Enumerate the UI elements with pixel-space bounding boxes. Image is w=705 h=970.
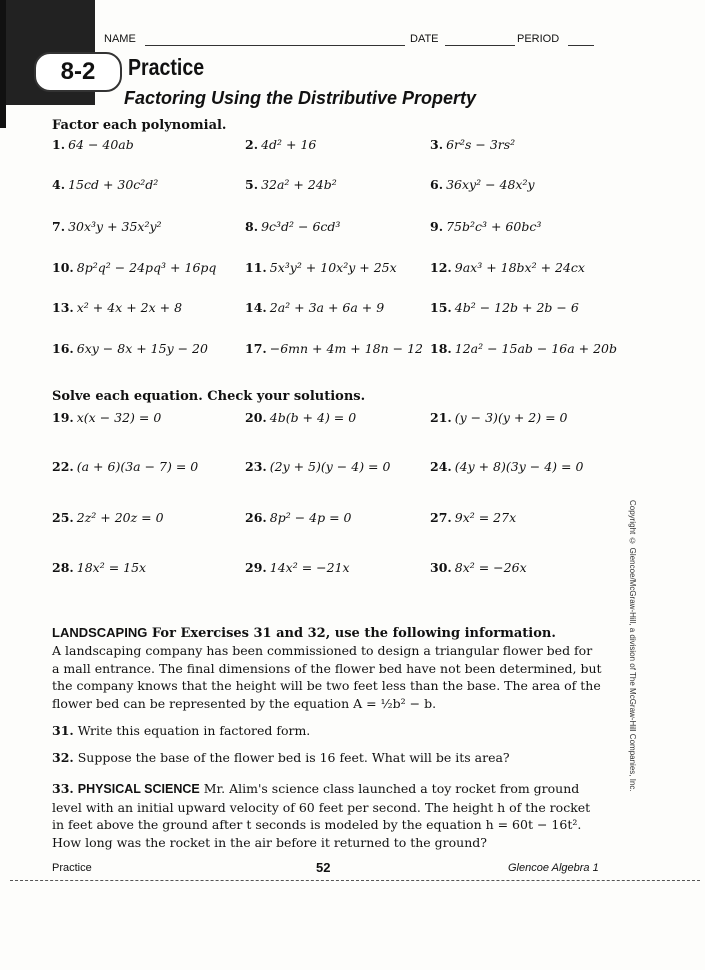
problem [52,300,182,315]
problem-number: 7. [52,219,66,234]
section2-heading: Solve each equation. Check your solutions. [52,389,366,404]
problem-number: 10. [52,260,74,275]
problem-expression: 6xy − 8x + 15y − 20 [76,341,208,356]
problem-expression: 30x³y + 35x²y² [68,219,162,234]
q32-number: 32. [52,750,74,765]
problem-expression: 75b²c³ + 60bc³ [446,219,542,234]
period-label: PERIOD [517,33,560,45]
problem-number: 13. [52,300,74,315]
q32-text: Suppose the base of the flower bed is 16 feet. What will be its area? [77,750,510,765]
footer-left: Practice [52,862,92,874]
problem [52,410,161,425]
problem [245,260,397,275]
problem-number: 1. [52,137,66,152]
name-label: NAME [104,33,136,45]
problem-expression: (a + 6)(3a − 7) = 0 [76,459,199,474]
page-title: Practice [128,54,205,80]
q33-number: 33. [52,781,74,796]
physical-science-label: PHYSICAL SCIENCE [77,782,200,796]
problem [52,341,208,356]
copyright: Copyright © Glencoe/McGraw-Hill, a division of The McGraw-Hill Companies, Inc. [628,500,637,792]
problem-expression: 8p²q² − 24pq³ + 16pq [76,260,217,275]
problem [245,219,340,234]
edge-strip [0,0,6,128]
problem [430,510,516,525]
problem [430,137,515,152]
problem [245,300,384,315]
page-subtitle: Factoring Using the Distributive Property [124,88,477,108]
problem [52,137,134,152]
problem-expression: 9c³d² − 6cd³ [261,219,341,234]
page-number: 52 [316,860,331,875]
problem-expression: 2a² + 3a + 6a + 9 [269,300,385,315]
problem-number: 21. [430,410,452,425]
problem-expression: 9x² = 27x [454,510,517,525]
problem-expression: (4y + 8)(3y − 4) = 0 [454,459,584,474]
problem-expression: 18x² = 15x [76,560,147,575]
problem-expression: 2z² + 20z = 0 [76,510,164,525]
problem-number: 25. [52,510,74,525]
problem-number: 23. [245,459,267,474]
problem [245,560,350,575]
problem [430,219,541,234]
problem [52,459,198,474]
problem [430,341,617,356]
divider [10,880,700,881]
problem-expression: 36xy² − 48x²y [446,177,535,192]
problem-number: 15. [430,300,452,315]
problem-number: 12. [430,260,452,275]
problem-number: 24. [430,459,452,474]
problem [245,459,390,474]
problem-number: 2. [245,137,259,152]
problem-expression: 4b² − 12b + 2b − 6 [454,300,579,315]
problem-number: 28. [52,560,74,575]
problem-expression: (y − 3)(y + 2) = 0 [454,410,568,425]
problem-number: 30. [430,560,452,575]
problem-number: 6. [430,177,444,192]
date-field[interactable] [445,45,515,46]
landscaping-text: A landscaping company has been commissioned to design a triangular flower bed for a mall entrance. The final dimensions of the flower bed have not been determined, but the company knows that the height will be two feet less than the base. The area of the flower bed can be represented by the equation A = ½b² − b. [52,643,602,711]
problem-expression: 4b(b + 4) = 0 [269,410,357,425]
section1-heading: Factor each polynomial. [52,118,227,133]
problem-number: 20. [245,410,267,425]
name-field[interactable] [145,45,405,46]
problem-expression: x(x − 32) = 0 [76,410,162,425]
problem [430,177,535,192]
problem-number: 5. [245,177,259,192]
problem [52,177,158,192]
problem-number: 22. [52,459,74,474]
problem [245,177,337,192]
problem [430,560,527,575]
problem-expression: x² + 4x + 2x + 8 [76,300,183,315]
problem-number: 3. [430,137,444,152]
problem-number: 8. [245,219,259,234]
landscaping-heading: For Exercises 31 and 32, use the following information. [151,626,556,641]
problem-number: 11. [245,260,267,275]
problem-number: 17. [245,341,267,356]
q31-text: Write this equation in factored form. [77,723,311,738]
problem-expression: 5x³y² + 10x²y + 25x [269,260,397,275]
problem [430,410,568,425]
problem [52,560,146,575]
problem-expression: 9ax³ + 18bx² + 24cx [454,260,585,275]
problem-expression: 14x² = −21x [269,560,350,575]
problem-expression: 64 − 40ab [68,137,134,152]
problem-number: 27. [430,510,452,525]
problem [430,260,585,275]
problem-expression: 8p² − 4p = 0 [269,510,352,525]
date-label: DATE [410,33,439,45]
landscaping-label: LANDSCAPING [52,625,148,640]
problem [430,459,583,474]
problem-number: 29. [245,560,267,575]
problem [52,260,216,275]
problem [52,510,164,525]
problem-expression: 12a² − 15ab − 16a + 20b [454,341,618,356]
problem-number: 14. [245,300,267,315]
problem [52,219,162,234]
problem-number: 26. [245,510,267,525]
problem [245,510,351,525]
problem [430,300,579,315]
problem-number: 16. [52,341,74,356]
problem-expression: 15cd + 30c²d² [68,177,159,192]
lesson-badge: 8-2 [34,52,122,92]
problem-number: 18. [430,341,452,356]
problem [245,410,356,425]
problem-number: 19. [52,410,74,425]
problem-expression: 32a² + 24b² [261,177,337,192]
footer-right: Glencoe Algebra 1 [508,862,599,874]
problem-expression: (2y + 5)(y − 4) = 0 [269,459,391,474]
problem-number: 9. [430,219,444,234]
problem-expression: 4d² + 16 [261,137,317,152]
problem-expression: 8x² = −26x [454,560,527,575]
problem [245,137,316,152]
problem-expression: −6mn + 4m + 18n − 12 [269,341,424,356]
q31-number: 31. [52,723,74,738]
period-field[interactable] [568,45,594,46]
problem [245,341,423,356]
q33-text: Mr. Alim's science class launched a toy rocket from ground level with an initial upward velocity of 60 feet per second. The height h of the rocket in feet above the ground after t seconds is modeled by the equation h = 60t − 16t². How long was the rocket in the air before it returned to the ground? [52,781,591,850]
problem-expression: 6r²s − 3rs² [446,137,516,152]
problem-number: 4. [52,177,66,192]
